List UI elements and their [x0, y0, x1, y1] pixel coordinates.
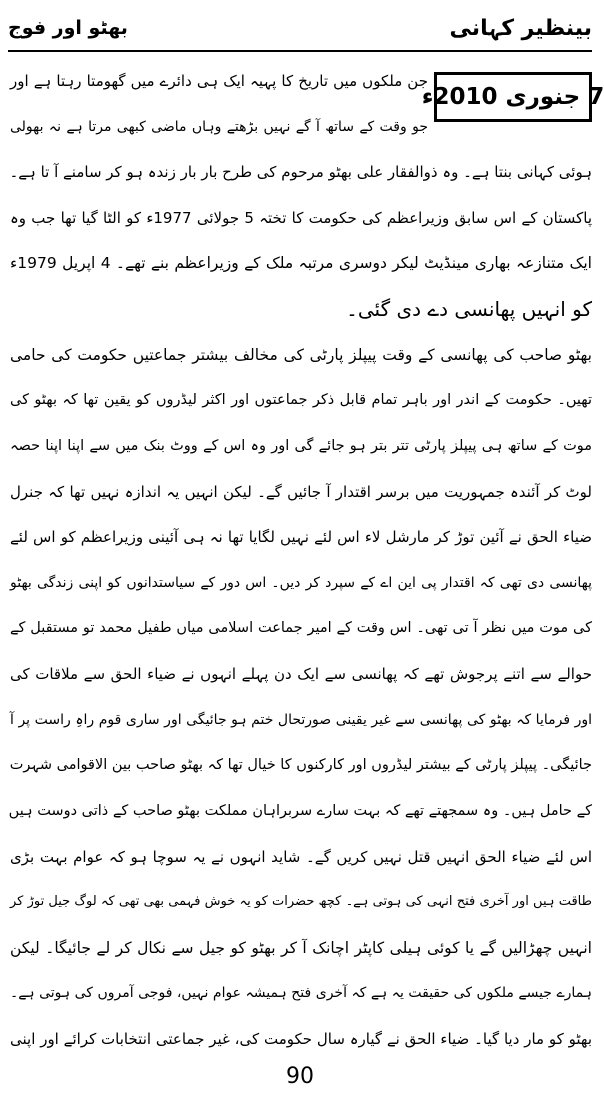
text-line: جائیگی۔ پیپلز پارٹی کے بیشتر لیڈروں اور کارکنوں کا خیال تھا کہ بھٹو صاحب بین الاقوامی شہرت — [9, 757, 592, 773]
text-line: موت کے ساتھ ہی پیپلز پارٹی تتر بتر ہو جائے گی اور وہ اس کے ووٹ بنک میں سے اپنا اپنا حصہ — [10, 438, 592, 454]
text-line: جن ملکوں میں تاریخ کا پہیہ ایک ہی دائرے میں گھومتا رہتا ہے اور — [10, 72, 428, 90]
text-line: اور فرمایا کہ بھٹو کی پھانسی سے غیر یقینی صورتحال ختم ہو جائیگی اور ساری قوم راہِ راست پر آ — [10, 712, 592, 728]
text-line: کو انہیں پھانسی دے دی گئی۔ — [346, 297, 592, 321]
text-line: پھانسی دی تھی کہ اقتدار پی این اے کے سپرد کر دیں۔ اس دور کے سیاستدانوں کو اپنی زندگی بھٹو — [10, 575, 592, 591]
text-line: تھیں۔ حکومت کے اندر اور باہر تمام قابل ذکر جماعتوں اور اکثر لیڈروں کو یقین تھا کہ بھٹو کی — [10, 392, 592, 408]
text-line: جو وقت کے ساتھ آ گے نہیں بڑھتے وہاں ماضی کبھی مرتا ہے نہ بھولی — [10, 119, 428, 135]
text-line: ہوئی کہانی بنتا ہے۔ وہ ذوالفقار علی بھٹو مرحوم کی طرح بار بار زندہ ہو کر سامنے آ تا ہے۔ — [9, 163, 592, 181]
text-line: طاقت ہیں اور آخری فتح انہی کی ہوتی ہے۔ کچھ حضرات کو یہ خوش فہمی بھی تھی کہ لوگ جیل توڑ کر — [10, 894, 592, 909]
text-line: بھٹو کو مار دیا گیا۔ ضیاء الحق نے گیارہ سال حکومت کی، غیر جماعتی انتخابات کرائے اور اپنی — [10, 1030, 592, 1048]
text-line: انہیں چھڑالیں گے یا کوئی ہیلی کاپٹر اچانک آ کر بھٹو کو جیل سے نکال کر لے جائیگا۔ لیکن — [10, 939, 592, 957]
date-box: 7 جنوری 2010ء — [434, 72, 592, 122]
text-line: پاکستان کے اس سابق وزیراعظم کی حکومت کا تختہ 5 جولائی 1977ء کو الٹا گیا تھا جب وہ — [10, 209, 592, 227]
text-line: لوٹ کر آئندہ جمہوریت میں برسر اقتدار آ جائیں گے۔ لیکن انہیں یہ اندازہ نہیں تھا کہ جنرل — [10, 483, 592, 501]
text-line: کے حامل ہیں۔ وہ سمجھتے تھے کہ بہت سارے سربراہان مملکت بھٹو صاحب کے ذاتی دوست ہیں — [8, 803, 592, 819]
text-line: اس لئے ضیاء الحق انہیں قتل نہیں کریں گے۔ شاید انہوں نے یہ سوچا ہو کہ عوام بہت بڑی — [10, 848, 592, 866]
text-line: ہمارے جیسے ملکوں کی حقیقت یہ ہے کہ آخری فتح ہمیشہ عوام نہیں، فوجی آمروں کی ہوتی ہے۔ — [10, 985, 592, 1001]
book-title: بینظیر کہانی — [449, 15, 592, 41]
text-line: ایک متنازعہ بھاری مینڈیٹ لیکر دوسری مرتبہ ملک کے وزیراعظم بنے تھے۔ 4 اپریل 1979ء — [10, 254, 592, 272]
section-title: بھٹو اور فوج — [8, 17, 128, 39]
text-line: ضیاء الحق نے آئین توڑ کر مارشل لاء اس لئے نہیں لگایا تھا نہ ہی آئینی وزیراعظم کو اس لئے — [10, 528, 592, 546]
running-header — [8, 6, 592, 52]
page-number: 90 — [286, 1064, 314, 1089]
text-line: بھٹو صاحب کی پھانسی کے وقت پیپلز پارٹی کی مخالف بیشتر جماعتیں حکومت کی حامی — [10, 346, 592, 364]
text-line: کی موت میں نظر آ تی تھی۔ اس وقت کے امیر جماعت اسلامی میاں طفیل محمد تو مستقبل کے — [10, 620, 592, 636]
text-line: حوالے سے اتنے پرجوش تھے کہ پھانسی سے ایک دن پہلے انہوں نے ضیاء الحق سے ملاقات کی — [10, 665, 592, 683]
